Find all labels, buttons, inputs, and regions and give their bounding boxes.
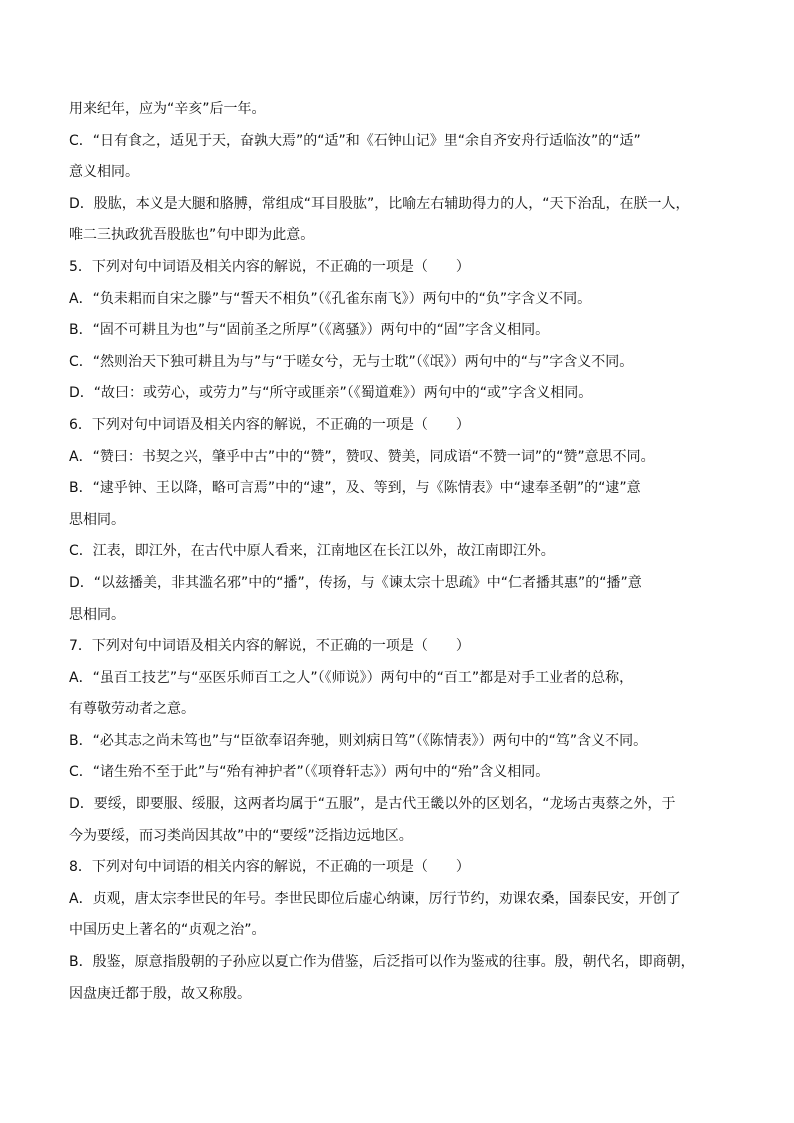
option-line: A．“虽百工技艺”与“巫医乐师百工之人”（《师说》）两句中的“百工”都是对手工业者的总称， (69, 669, 634, 686)
question-heading: 6．下列对句中词语及相关内容的解说，不正确的一项是（ ） (69, 416, 470, 433)
question-heading: 7．下列对句中词语及相关内容的解说，不正确的一项是（ ） (69, 638, 470, 655)
text-line: D．股肱，本义是大腿和胳膊，常组成“耳目股肱”，比喻左右辅助得力的人，“天下治乱，在朕一人， (69, 195, 690, 212)
option-line: C．“诸生殆不至于此”与“殆有神护者”（《项脊轩志》）两句中的“殆”含义相同。 (69, 764, 550, 781)
option-line: B．殷鉴，原意指殷朝的子孙应以夏亡作为借鉴，后泛指可以作为鉴戒的往事。殷，朝代名，即商朝， (69, 954, 695, 971)
option-line: 有尊敬劳动者之意。 (69, 701, 195, 718)
text-line: 用来纪年，应为“辛亥”后一年。 (69, 101, 266, 117)
option-line: B．“固不可耕且为也”与“固前圣之所厚”（《离骚》）两句中的“固”字含义相同。 (69, 322, 550, 339)
option-line: A．贞观，唐太宗李世民的年号。李世民即位后虚心纳谏，厉行节约，劝课农桑，国泰民安，开创了 (69, 890, 681, 907)
option-line: B．“必其志之尚未笃也”与“臣欲奉诏奔驰，则刘病日笃”（《陈情表》）两句中的“笃”含义不同。 (69, 732, 648, 749)
question-heading: 8．下列对句中词语的相关内容的解说，不正确的一项是（ ） (69, 859, 470, 876)
option-line: A．“负耒耜而自宋之滕”与“誓天不相负”（《孔雀东南飞》）两句中的“负”字含义不同。 (69, 290, 592, 307)
option-line: B．“逮乎钟、王以降，略可言焉”中的“逮”，及、等到，与《陈情表》中“逮奉圣朝”的“逮”意 (69, 480, 641, 497)
option-line: D．“故曰：或劳心，或劳力”与“所守或匪亲”（《蜀道难》）两句中的“或”字含义相同。 (69, 385, 593, 402)
option-line: 思相同。 (69, 511, 125, 528)
document-body (69, 94, 737, 1010)
option-line: D．“以兹播美，非其滥名邪”中的“播”，传扬，与《谏太宗十思疏》中“仁者播其惠”的“播”意 (69, 574, 642, 591)
text-line: 唯二三执政犹吾股肱也”句中即为此意。 (69, 227, 315, 244)
option-line: 思相同。 (69, 606, 125, 623)
option-line: A．“赞曰：书契之兴，肇乎中古”中的“赞”，赞叹、赞美，同成语“不赞一词”的“赞”意思不同。 (69, 448, 655, 465)
option-line: 因盘庚迁都于殷，故又称殷。 (69, 985, 251, 1002)
text-line: 意义相同。 (69, 164, 139, 181)
option-line: C．“然则治天下独可耕且为与”与“于嗟女兮，无与士耽”（《氓》）两句中的“与”字含义不同。 (69, 353, 634, 370)
option-line: C．江表，即江外，在古代中原人看来，江南地区在长江以外，故江南即江外。 (69, 543, 555, 560)
option-line: 今为要绥，而习类尚因其故”中的“要绥”泛指边远地区。 (69, 827, 413, 844)
option-line: D．要绥，即要服、绥服，这两者均属于“五服”，是古代王畿以外的区划名，“龙场古夷蔡之外，于 (69, 796, 676, 813)
option-line: 中国历史上著名的“贞观之治”。 (69, 922, 266, 939)
question-heading: 5．下列对句中词语及相关内容的解说，不正确的一项是（ ） (69, 258, 470, 275)
text-line: C．“日有食之，适见于天，奋孰大焉”的“适”和《石钟山记》里“余自齐安舟行适临汝”的“适” (69, 132, 641, 149)
